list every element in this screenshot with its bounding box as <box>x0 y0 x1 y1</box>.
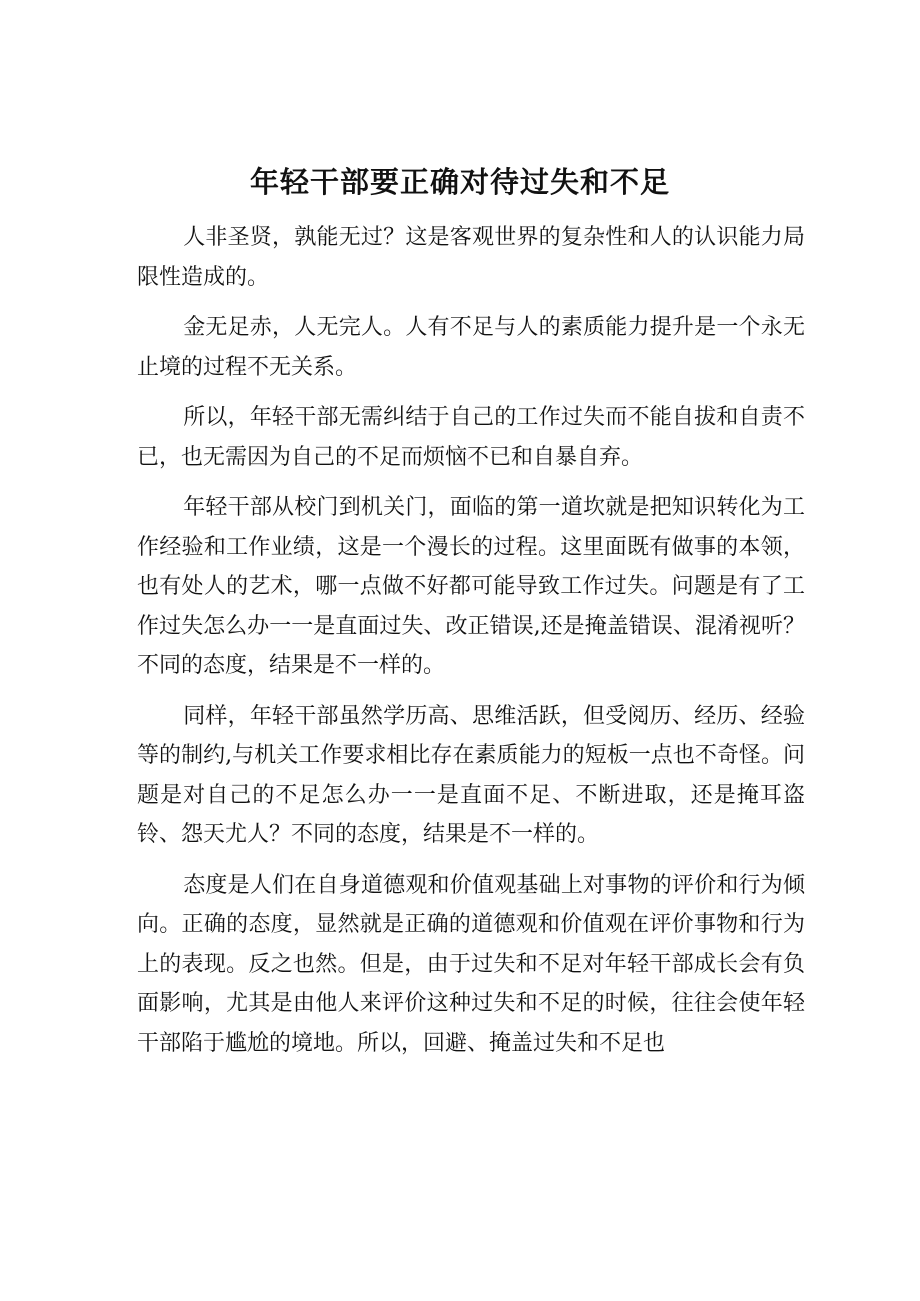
paragraph-5: 同样，年轻干部虽然学历高、思维活跃，但受阅历、经历、经验等的制约,与机关工作要求相比存在素质能力的短板一点也不奇怪。问题是对自己的不足怎么办一一是直面不足、不断进取，还是掩耳盗铃、怨天尤人？不同的态度，结果是不一样的。 <box>137 703 805 847</box>
paragraph-4: 年轻干部从校门到机关门，面临的第一道坎就是把知识转化为工作经验和工作业绩，这是一个漫长的过程。这里面既有做事的本领，也有处人的艺术，哪一点做不好都可能导致工作过失。问题是有了工作过失怎么办一一是直面过失、改正错误,还是掩盖错误、混淆视听？不同的态度，结果是不一样的。 <box>137 495 805 678</box>
document-body <box>137 218 805 1063</box>
paragraph-2: 金无足赤，人无完人。人有不足与人的素质能力提升是一个永无止境的过程不无关系。 <box>137 315 805 380</box>
paragraph-3: 所以，年轻干部无需纠结于自己的工作过失而不能自拔和自责不已，也无需因为自己的不足而烦恼不已和自暴自弃。 <box>137 405 805 470</box>
paragraph-6: 态度是人们在自身道德观和价值观基础上对事物的评价和行为倾向。正确的态度，显然就是正确的道德观和价值观在评价事物和行为上的表现。反之也然。但是，由于过失和不足对年轻干部成长会有负面影响，尤其是由他人来评价这种过失和不足的时候，往往会使年轻干部陷于尴尬的境地。所以，回避、掩盖过失和不足也 <box>137 872 805 1056</box>
paragraph-1: 人非圣贤，孰能无过？这是客观世界的复杂性和人的认识能力局限性造成的。 <box>137 225 805 290</box>
document-title: 年轻干部要正确对待过失和不足 <box>249 165 670 199</box>
